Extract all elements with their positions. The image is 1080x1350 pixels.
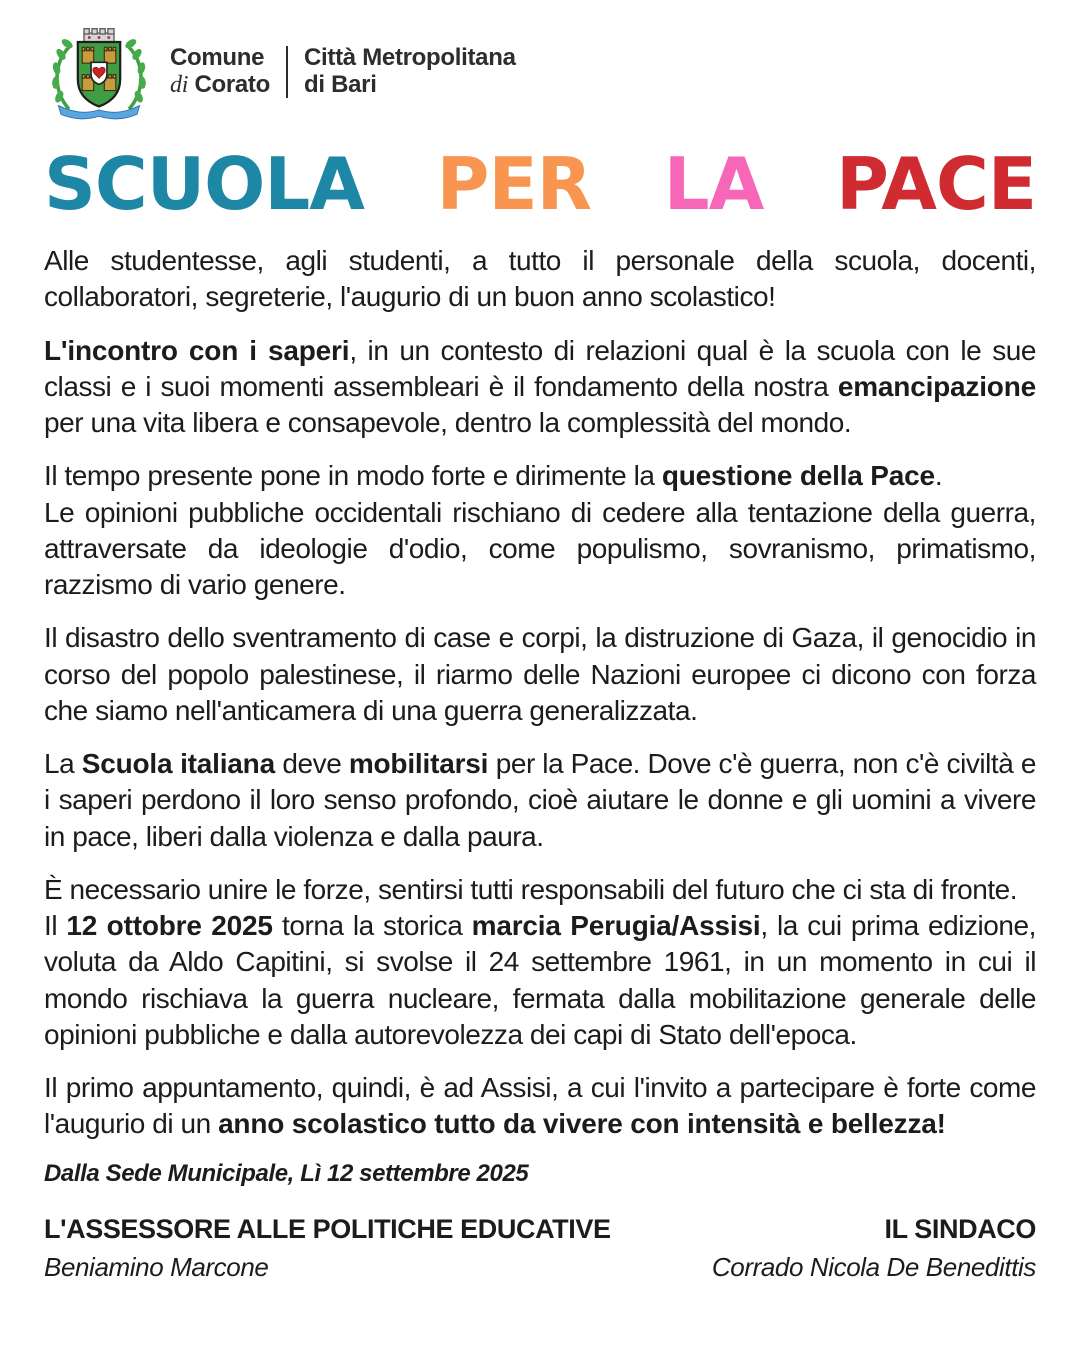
letter-body <box>44 243 1036 1143</box>
metro-line2: di Bari <box>304 71 377 98</box>
corato-coat-of-arms-icon <box>46 21 152 123</box>
header <box>44 18 1036 126</box>
text: torna la storica <box>272 910 472 941</box>
poster-title <box>44 142 1036 226</box>
text: . <box>934 460 943 492</box>
header-divider <box>286 46 288 98</box>
header-org-names <box>170 45 516 99</box>
comune-line2 <box>170 72 270 99</box>
text: Alle studentesse, agli studenti, a tutto il personale della scuola, docenti, collaboratori, segreterie, l'augurio di un buon anno scolastico! <box>44 245 1036 313</box>
bold-text: Scuola italiana <box>81 748 275 779</box>
text: È necessario unire le forze, sentirsi tutti responsabili del futuro che ci sta di fronte. <box>44 873 1018 905</box>
paragraph <box>44 458 1036 603</box>
text: Il <box>44 910 67 941</box>
text: per la Pace. Dove c'è guerra, non c'è civiltà e i saperi perdono il loro senso profondo, cioè aiutare le donne e gli uomini a vivere in pace, liberi dalla violenza e dalla paura. <box>44 748 1036 852</box>
text: Il tempo presente pone in modo forte e dirimente la <box>44 460 662 492</box>
bold-text: anno scolastico tutto da vivere con intensità e bellezza! <box>218 1108 946 1140</box>
text: deve <box>274 748 349 779</box>
bold-text: L'incontro con i saperi <box>44 334 350 366</box>
paragraph <box>44 243 1036 316</box>
comune-prefix: di <box>170 72 189 98</box>
comune-line1: Comune <box>170 44 265 72</box>
text: La <box>44 748 82 779</box>
text: , in un contesto di relazioni qual è la scuola con le sue classi e i suoi momenti assembleari è il fondamento della nostra <box>44 334 1036 402</box>
title-word: PACE <box>836 142 1036 226</box>
bold-text: questione della Pace <box>661 460 935 492</box>
paragraph <box>44 746 1036 855</box>
text: Il disastro dello sventramento di case e corpi, la distruzione di Gaza, il genocidio in corso del popolo palestinese, il riarmo delle Nazioni europee ci dicono con forza che siamo nell'anticamera di una guerra generalizzata. <box>44 622 1036 726</box>
sindaco-name: Corrado Nicola De Benedittis <box>711 1251 1036 1282</box>
bold-text: mobilitarsi <box>348 748 489 779</box>
bold-text: 12 ottobre 2025 <box>66 910 273 941</box>
metro-line1: Città Metropolitana <box>304 44 516 72</box>
paragraph <box>44 872 1036 908</box>
text: per una vita libera e consapevole, dentro la complessità del mondo. <box>44 407 852 438</box>
dateline: Dalla Sede Municipale, Lì 12 settembre 2025 <box>44 1159 529 1187</box>
assessore-name: Beniamino Marcone <box>44 1251 269 1282</box>
title-word: LA <box>663 142 764 226</box>
bold-text: marcia Perugia/Assisi <box>471 910 761 941</box>
paragraph <box>44 620 1036 729</box>
bold-text: emancipazione <box>837 370 1036 402</box>
paragraph <box>44 908 1036 1053</box>
title-word: PER <box>436 142 592 226</box>
signature-assessore <box>44 1214 611 1283</box>
comune-name-block <box>170 45 270 99</box>
paragraph <box>44 333 1036 442</box>
sindaco-role: IL SINDACO <box>884 1213 1036 1244</box>
text: , la cui prima edizione, voluta da Aldo Capitini, si svolse il 24 settembre 1961, in un momento in cui il mondo rischiava la guerra nucleare, fermata dalla mobilitazione generale delle opinioni pubbliche e dalla autorevolezza dei capi di Stato dell'epoca. <box>44 910 1036 1050</box>
assessore-role: L'ASSESSORE ALLE POLITICHE EDUCATIVE <box>44 1213 611 1244</box>
signature-sindaco <box>712 1214 1036 1283</box>
signature-row <box>44 1214 1036 1283</box>
text: Il primo appuntamento, quindi, è ad Assisi, a cui l'invito a partecipare è forte come l'augurio di un <box>44 1072 1036 1140</box>
comune-name: Corato <box>194 71 270 98</box>
paragraph <box>44 1070 1036 1143</box>
title-word: SCUOLA <box>44 142 364 226</box>
metro-name-block <box>304 45 516 99</box>
text: Le opinioni pubbliche occidentali rischiano di cedere alla tentazione della guerra, attraversate da ideologie d'odio, come populismo, sovranismo, primatismo, razzismo di vario genere. <box>44 496 1036 600</box>
